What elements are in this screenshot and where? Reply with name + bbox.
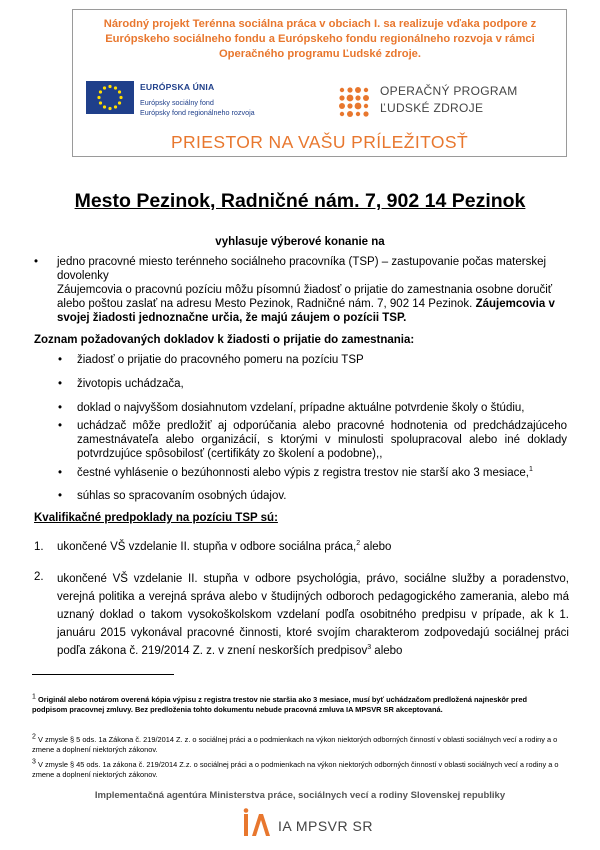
doc-bullet: •: [58, 378, 63, 390]
qual-item-text: ukončené VŠ vzdelanie II. stupňa v odbore sociálna práca,: [57, 541, 357, 553]
footnote-number: 2: [32, 733, 36, 741]
footnote-ref: 3: [367, 644, 372, 652]
eu-title: EURÓPSKA ÚNIA: [140, 82, 215, 92]
footnote-text: V zmysle § 45 ods. 1a zákona č. 219/2014 Z.z. o sociálnej práci a o podmienkach na výkon niektorých odborných činností v oblasti sociálnych vecí a rodiny a o zmene a doplnení niektorých zákonov.: [32, 760, 559, 779]
eu-star-icon: [118, 90, 121, 93]
eu-star-icon: [99, 90, 102, 93]
footnote-separator: [32, 674, 174, 675]
footnote-number: 1: [32, 693, 36, 701]
position-description: jedno pracovné miesto terénneho sociálneho pracovníka (TSP) – zastupovanie počas materskej dovolenky: [57, 256, 547, 282]
op-title-line1: OPERAČNÝ PROGRAM: [380, 84, 518, 98]
eu-star-icon: [118, 101, 121, 104]
footnote-2: [32, 735, 562, 755]
doc-item: [77, 466, 567, 480]
eu-star-icon: [99, 101, 102, 104]
eu-star-icon: [108, 85, 111, 88]
eu-star-icon: [119, 96, 122, 99]
slogan: PRIESTOR NA VAŠU PRÍLEŽITOSŤ: [170, 132, 469, 152]
eu-star-icon: [114, 86, 117, 89]
doc-bullet: •: [58, 490, 63, 502]
header-box: [72, 9, 567, 157]
doc-item: doklad o najvyššom dosiahnutom vzdelaní, prípadne aktuálne potvrdenie školy o štúdiu,: [77, 402, 525, 414]
application-text: Záujemcovia o pracovnú pozíciu môžu písomnú žiadosť o prijatie do zamestnania osobne doručiť alebo poštou zaslať na adresu Mesto Pezinok, Radničné nám. 7, 902 14 Pezinok.: [57, 284, 553, 310]
op-title-line2: ĽUDSKÉ ZDROJE: [380, 101, 484, 115]
eu-regional-fund: Európsky fond regionálneho rozvoja: [140, 108, 255, 117]
page-title: Mesto Pezinok, Radničné nám. 7, 902 14 Pezinok: [74, 190, 526, 212]
doc-bullet: •: [58, 467, 63, 479]
qual-item-tail: alebo: [360, 541, 392, 553]
announcement-line: vyhlasuje výberové konanie na: [215, 236, 385, 248]
footnote-ref: 1: [528, 466, 533, 474]
footnote-3: [32, 760, 562, 780]
ia-mpsvr-logo-icon: [236, 808, 272, 842]
operational-program-logo-icon: [337, 85, 371, 119]
application-bold-text: Záujemcovia v svojej žiadosti jednoznačne určia, že majú záujem o pozícii TSP.: [57, 298, 555, 324]
eu-flag-icon: [86, 81, 134, 114]
eu-star-icon: [103, 105, 106, 108]
doc-item-text: čestné vyhlásenie o bezúhonnosti alebo výpis z registra trestov nie starší ako 3 mesiace,: [77, 467, 529, 479]
doc-item: uchádzač môže predložiť aj odporúčania alebo pracovné hodnotenia od predchádzajúceho zamestnávateľa alebo organizácií, s ktorými v minulosti spolupracoval alebo iné doklady potvrdzujúce spôsobilosť (certifikáty zo školení a podobne),,: [77, 420, 567, 460]
doc-item: žiadosť o prijatie do pracovného pomeru na pozíciu TSP: [77, 354, 364, 366]
qual-number: 2.: [34, 571, 44, 583]
eu-star-icon: [114, 105, 117, 108]
position-bullet: •: [34, 256, 39, 268]
doc-item: súhlas so spracovaním osobných údajov.: [77, 490, 287, 502]
eu-star-icon: [103, 86, 106, 89]
doc-bullet: •: [58, 402, 63, 414]
doc-item: životopis uchádzača,: [77, 378, 184, 390]
doc-bullet: •: [58, 420, 63, 432]
footnote-number: 3: [32, 758, 36, 766]
footnote-ref: 2: [356, 540, 361, 548]
footnote-1: [32, 695, 562, 715]
doc-bullet: •: [58, 354, 63, 366]
ia-mpsvr-text: IA MPSVR SR: [278, 818, 373, 834]
implementing-agency: Implementačná agentúra Ministerstva práce, sociálnych vecí a rodiny Slovenskej republiky: [94, 790, 506, 801]
qual-number: 1.: [34, 541, 44, 553]
documents-heading: Zoznam požadovaných dokladov k žiadosti o prijatie do zamestnania:: [34, 334, 415, 346]
footnote-text: V zmysle § 5 ods. 1a Zákona č. 219/2014 Z. z. o sociálnej práci a o podmienkach na výkon niektorých odborných činností v oblasti sociálnych vecí a rodiny a o zmene a doplnení niektorých zákonov.: [32, 735, 558, 754]
qual-item-2: [57, 570, 569, 660]
eu-star-icon: [97, 96, 100, 99]
eu-star-icon: [108, 107, 111, 110]
qual-item-1: [57, 540, 567, 554]
footnote-text: Originál alebo notárom overená kópia výpisu z registra trestov nie staršia ako 3 mesiace, musí byť uchádzačom predložená najneskôr pred podpisom pracovnej zmluvy. Bez predloženia tohto dokumentu nebude pracovná zmluva IA MPSVR SR akceptovaná.: [32, 695, 527, 714]
eu-social-fund: Európsky sociálny fond: [140, 98, 214, 107]
application-instructions: [57, 283, 569, 325]
qual-item-text: ukončené VŠ vzdelanie II. stupňa v odbore psychológia, právo, sociálne služby a poradenstvo, verejná politika a verejná správa alebo v študijných odboroch pedagogického zamerania, alebo má uznaný doklad o takom vysokoškolskom vzdelaní podľa osobitného predpisu v prípade, ak k 1. januáru 2015 vykonával pracovné činnosti, ktoré svojím charakterom zodpovedajú sociálnej práci podľa zákona č. 219/2014 Z. z. v znení neskorších predpisov: [57, 573, 569, 657]
project-funding-text: Národný projekt Terénna sociálna práca v obciach I. sa realizuje vďaka podpore z Európskeho sociálneho fondu a Európskeho fondu regionálneho rozvoja v rámci Operačného programu Ľudské zdroje.: [103, 18, 537, 60]
qualifications-heading: Kvalifikačné predpoklady na pozíciu TSP sú:: [34, 512, 278, 524]
qual-item-tail: alebo: [371, 645, 403, 657]
